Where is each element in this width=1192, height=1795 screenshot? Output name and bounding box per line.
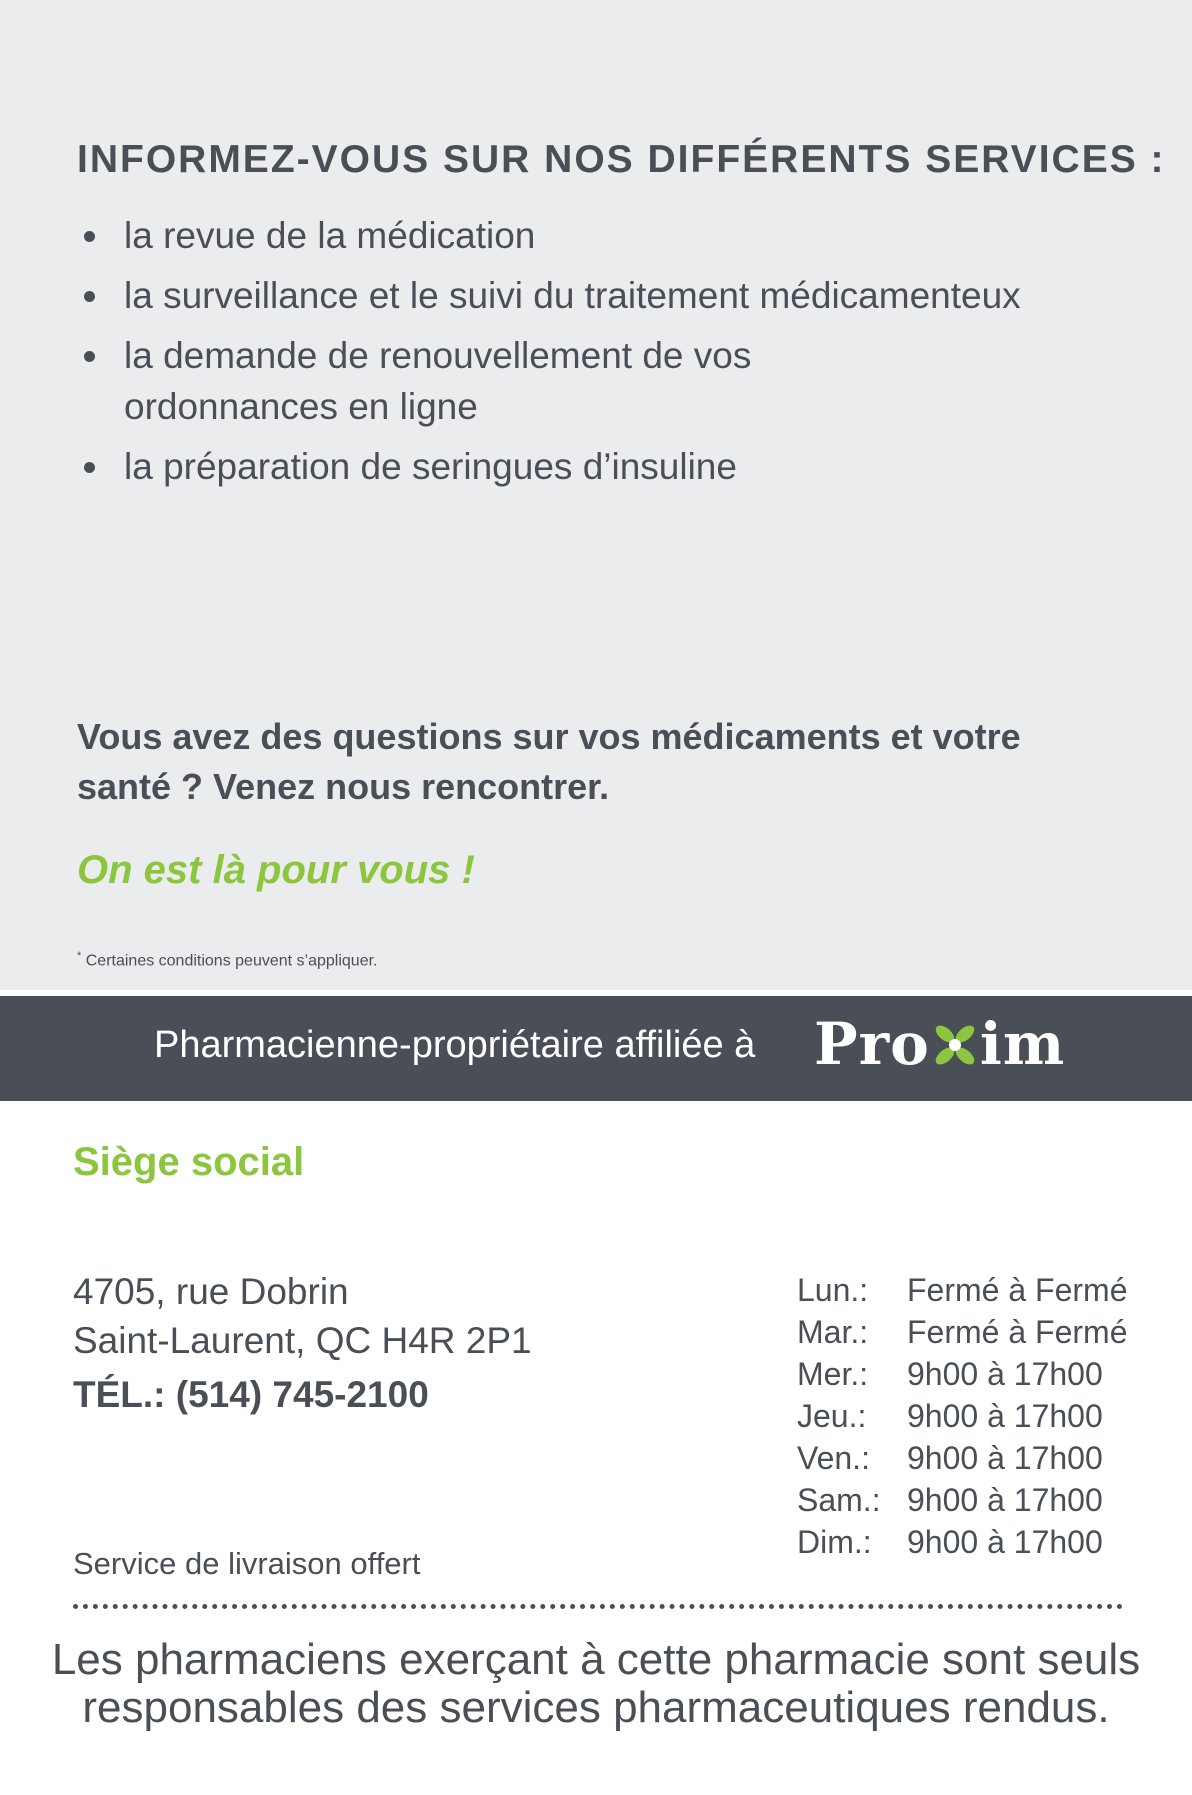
services-list (77, 210, 1157, 501)
hours-row (797, 1524, 1137, 1566)
bullet-icon (84, 351, 95, 362)
dotted-divider (73, 1604, 1123, 1609)
hours-day: Dim.: (797, 1524, 872, 1560)
hours-day: Ven.: (797, 1440, 870, 1476)
hours-row (797, 1440, 1137, 1482)
hours-row (797, 1482, 1137, 1524)
hours-row (797, 1272, 1137, 1314)
bullet-icon (84, 291, 95, 302)
hours-row (797, 1314, 1137, 1356)
footnote (77, 950, 377, 970)
address-line: 4705, rue Dobrin (73, 1271, 349, 1312)
hours-row (797, 1356, 1137, 1398)
leaf-x-icon (930, 1020, 980, 1070)
questions-text: Vous avez des questions sur vos médicaments et votre santé ? Venez nous rencontrer. (77, 716, 1021, 807)
hours-time: 9h00 à 17h00 (907, 1356, 1103, 1392)
list-item (77, 441, 1157, 492)
service-label: la préparation de seringues d’insuline (124, 446, 737, 487)
address-block (73, 1267, 532, 1365)
hours-time: 9h00 à 17h00 (907, 1398, 1103, 1434)
services-heading: INFORMEZ-VOUS SUR NOS DIFFÉRENTS SERVICES : (77, 138, 1166, 181)
affiliation-bar (0, 996, 1192, 1101)
hours-day: Mar.: (797, 1314, 869, 1350)
logo-text-end: im (979, 1010, 1066, 1078)
location-title: Siège social (73, 1140, 305, 1184)
hours-day: Jeu.: (797, 1398, 867, 1434)
phone-number[interactable]: TÉL.: (514) 745-2100 (73, 1374, 429, 1415)
hours-time: 9h00 à 17h00 (907, 1440, 1103, 1476)
address-line: Saint-Laurent, QC H4R 2P1 (73, 1320, 532, 1361)
tagline: On est là pour vous ! (77, 848, 475, 892)
bullet-icon (84, 231, 95, 242)
list-item (77, 270, 1157, 321)
service-label: la surveillance et le suivi du traitement médicamenteux (124, 275, 1021, 316)
hours-time: 9h00 à 17h00 (907, 1524, 1103, 1560)
affiliation-text: Pharmacienne-propriétaire affiliée à (154, 1024, 756, 1066)
hours-time: 9h00 à 17h00 (907, 1482, 1103, 1518)
hours-day: Sam.: (797, 1482, 881, 1518)
hours-day: Mer.: (797, 1356, 869, 1392)
list-item (77, 210, 1157, 261)
service-label: la revue de la médication (124, 215, 536, 256)
footnote-marker: * (77, 950, 82, 962)
list-item (77, 330, 904, 432)
proxim-logo (814, 1010, 1065, 1078)
bullet-icon (84, 462, 95, 473)
service-label: la demande de renouvellement de vos ordonnances en ligne (124, 335, 752, 427)
opening-hours (797, 1272, 1137, 1566)
hours-time: Fermé à Fermé (907, 1314, 1128, 1350)
disclaimer-text: Les pharmaciens exerçant à cette pharmacie sont seuls responsables des services pharmaceutiques rendus. (51, 1635, 1141, 1732)
hours-row (797, 1398, 1137, 1440)
hours-time: Fermé à Fermé (907, 1272, 1128, 1308)
hours-day: Lun.: (797, 1272, 869, 1308)
footnote-text: Certaines conditions peuvent s’appliquer. (85, 952, 378, 970)
logo-text-start: Pro (814, 1010, 930, 1078)
delivery-note: Service de livraison offert (73, 1546, 421, 1581)
